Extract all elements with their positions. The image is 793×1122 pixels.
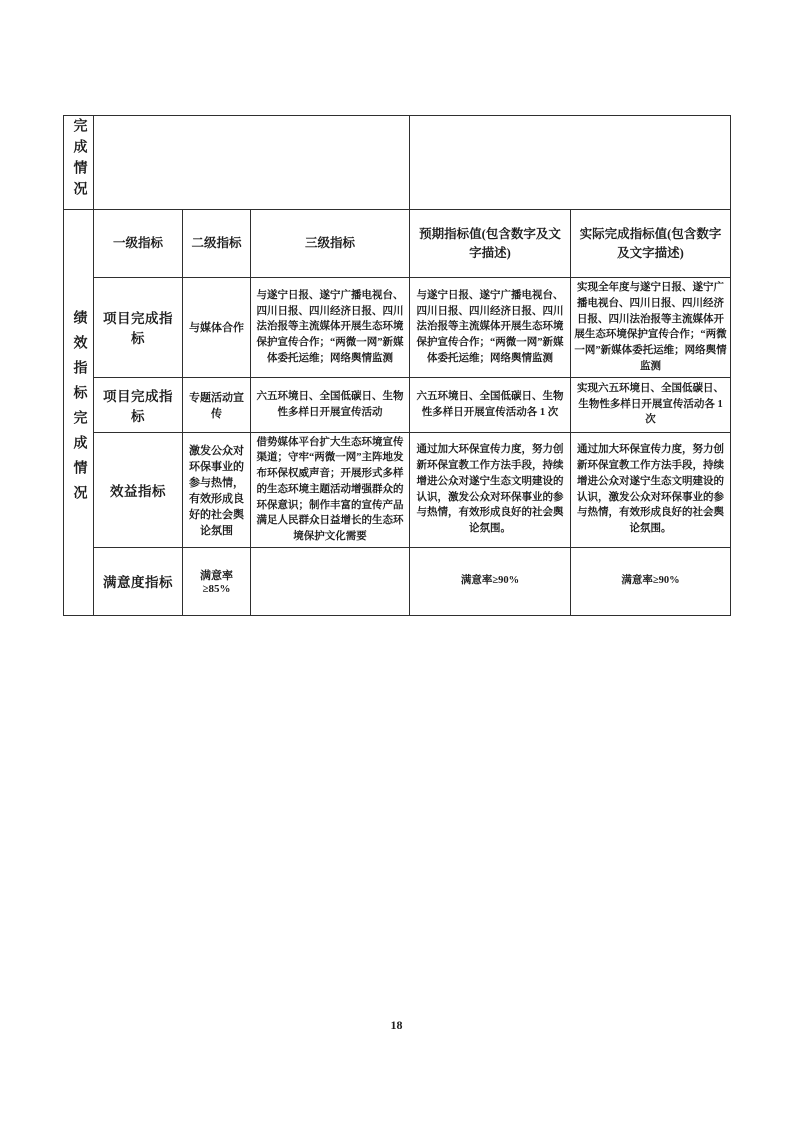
section-label-cell <box>64 210 94 616</box>
row1-expected: 与遂宁日报、遂宁广播电视台、四川日报、四川经济日报、四川法治报等主流媒体开展生态环境保护宣传合作；“两微一网”新媒体委托运维；网络舆情监测 <box>410 278 571 378</box>
row3-actual: 通过加大环保宣传力度，努力创新环保宣教工作方法手段，持续增进公众对遂宁生态文明建设的认识，激发公众对环保事业的参与热情，有效形成良好的社会舆论氛围。 <box>571 432 731 547</box>
row4-expected: 满意率≥90% <box>410 547 571 615</box>
row1-level2: 与媒体合作 <box>183 278 251 378</box>
header-actual: 实际完成指标值(包含数字及文字描述) <box>571 210 731 278</box>
table-row <box>64 547 731 615</box>
page-number: 18 <box>390 1018 403 1032</box>
row4-actual: 满意率≥90% <box>571 547 731 615</box>
carryover-right-cell <box>410 116 731 210</box>
table-row <box>64 377 731 432</box>
header-row <box>64 210 731 278</box>
row3-level1: 效益指标 <box>94 432 183 547</box>
row2-level2: 专题活动宣传 <box>183 377 251 432</box>
header-level3: 三级指标 <box>251 210 410 278</box>
row2-actual: 实现六五环境日、全国低碳日、生物性多样日开展宣传活动各 1 次 <box>571 377 731 432</box>
carryover-left-cell <box>94 116 410 210</box>
row4-level3 <box>251 547 410 615</box>
table-row <box>64 278 731 378</box>
header-level1: 一级指标 <box>94 210 183 278</box>
carryover-row-label: 完成情况 <box>71 118 87 202</box>
row3-level3: 借势媒体平台扩大生态环境宣传渠道；守牢“两微一网”主阵地发布环保权威声音；开展形式多样的生态环境主题活动增强群众的环保意识；制作丰富的宣传产品满足人民群众日益增长的生态环境保护文化需要 <box>251 432 410 547</box>
row2-level1: 项目完成指标 <box>94 377 183 432</box>
section-label: 绩效指标完成情况 <box>71 309 87 510</box>
carryover-row <box>64 116 731 210</box>
table-row <box>64 432 731 547</box>
performance-indicator-table <box>63 115 731 616</box>
row1-level1: 项目完成指标 <box>94 278 183 378</box>
row4-level2: 满意率≥85% <box>183 547 251 615</box>
carryover-row-label-cell <box>64 116 94 210</box>
header-expected: 预期指标值(包含数字及文字描述) <box>410 210 571 278</box>
header-level2: 二级指标 <box>183 210 251 278</box>
row3-expected: 通过加大环保宣传力度，努力创新环保宣教工作方法手段，持续增进公众对遂宁生态文明建设的认识，激发公众对环保事业的参与热情，有效形成良好的社会舆论氛围。 <box>410 432 571 547</box>
row2-expected: 六五环境日、全国低碳日、生物性多样日开展宣传活动各 1 次 <box>410 377 571 432</box>
row1-level3: 与遂宁日报、遂宁广播电视台、四川日报、四川经济日报、四川法治报等主流媒体开展生态环境保护宣传合作；“两微一网”新媒体委托运维；网络舆情监测 <box>251 278 410 378</box>
row2-level3: 六五环境日、全国低碳日、生物性多样日开展宣传活动 <box>251 377 410 432</box>
row3-level2: 激发公众对环保事业的参与热情，有效形成良好的社会舆论氛围 <box>183 432 251 547</box>
row1-actual: 实现全年度与遂宁日报、遂宁广播电视台、四川日报、四川经济日报、四川法治报等主流媒体开展生态环境保护宣传合作；“两微一网”新媒体委托运维；网络舆情监测 <box>571 278 731 378</box>
row4-level1: 满意度指标 <box>94 547 183 615</box>
